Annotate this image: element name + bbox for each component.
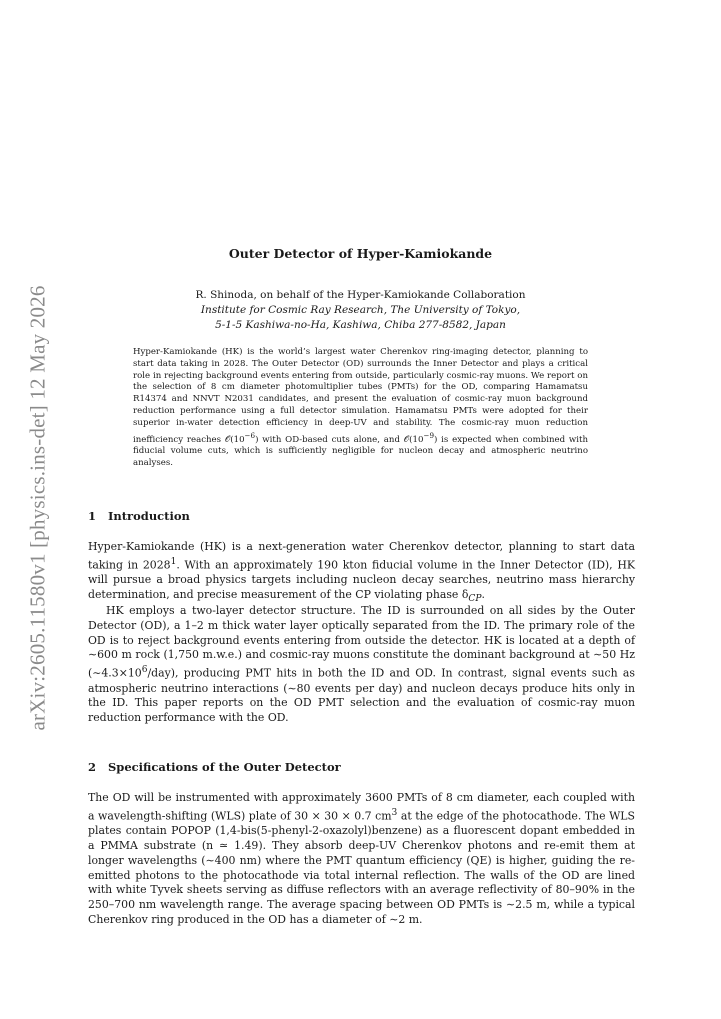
paragraph-text: The OD will be instrumented with approximately 3600 PMTs of 8 cm diameter, each coupled with a wavelength-shifting (WLS) plate of 30 × 30 × 0.7 cm: [88, 791, 635, 823]
superscript: 3: [391, 807, 398, 818]
abstract-superscript-1: −6: [244, 430, 256, 440]
section-title: Introduction: [108, 509, 190, 523]
abstract-text-1: Hyper-Kamiokande (HK) is the world’s largest water Cherenkov ring-imaging detector, planning to start data taking in 2028. The Outer Detector (OD) surrounds the Inner Detector and plays a critical role in rejecting background events entering from outside, particularly cosmic-ray muons. We report on the selection of 8 cm diameter photomultiplier tubes (PMTs) for the OD, comparing Hamamatsu R14374 and NNVT N2031 candidates, and present the evaluation of cosmic-ray muon background reduction performance using a full detector simulation. Hamamatsu PMTs were adopted for their superior in-water detection efficiency in deep-UV and stability. The cosmic-ray muon reduction inefficiency reaches 𝒪(10: [133, 347, 588, 445]
section-heading-specifications: [88, 760, 341, 774]
section-number: 2: [88, 760, 97, 774]
paragraph-text: .: [481, 588, 485, 602]
superscript: 6: [141, 665, 148, 676]
introduction-paragraph-1: [88, 540, 635, 607]
affiliation-line-2: 5-1-5 Kashiwa-no-Ha, Kashiwa, Chiba 277-8582, Japan: [215, 319, 506, 331]
abstract-text-2: ) with OD-based cuts alone, and 𝒪(10: [255, 434, 424, 445]
paragraph-text: Hyper-Kamiokande (HK) is a next-generation water Cherenkov detector, planning to start data taking in 2028: [88, 540, 635, 572]
footnote-reference: 1: [170, 556, 177, 567]
section-title: Specifications of the Outer Detector: [108, 760, 341, 774]
paper-title: Outer Detector of Hyper-Kamiokande: [228, 246, 493, 261]
author-line: R. Shinoda, on behalf of the Hyper-Kamiokande Collaboration: [195, 289, 526, 301]
abstract-superscript-2: −9: [423, 430, 435, 440]
subscript: CP: [468, 594, 482, 605]
paragraph-text: /day), producing PMT hits in both the ID and OD. In contrast, signal events such as atmospheric neutrino interactions (∼80 events per day) and nucleon decays produce hits only in the ID. This paper reports on the OD PMT selection and the evaluation of cosmic-ray muon reduction performance with the OD.: [88, 666, 635, 725]
affiliation-line-1: Institute for Cosmic Ray Research, The University of Tokyo,: [200, 304, 521, 316]
paragraph-text: . With an approximately 190 kton fiducial volume in the Inner Detector (ID), HK will pursue a broad physics targets including nucleon decay searches, neutrino mass hierarchy determination, and precise measurement of the CP violating phase δ: [88, 558, 635, 602]
abstract: [133, 347, 588, 470]
abstract-text-3: ) is expected when combined with fiducial volume cuts, which is sufficiently negligible for nucleon decay and atmospheric neutrino analyses.: [133, 434, 589, 469]
specifications-paragraph-1: [88, 791, 635, 928]
paragraph-text: HK employs a two-layer detector structure. The ID is surrounded on all sides by the Outer Detector (OD), a 1–2 m thick water layer optically separated from the ID. The primary role of the OD is to reject background events entering from outside the detector. HK is located at a depth of ∼600 m rock (1,750 m.w.e.) and cosmic-ray muons constitute the dominant background at ∼50 Hz (∼4.3×10: [88, 604, 635, 680]
introduction-paragraph-2: [88, 604, 635, 726]
paragraph-text: at the edge of the photocathode. The WLS plates contain POPOP (1,4-bis(5-phenyl-2-oxazolyl)benzene) as a fluorescent dopant embedded in a PMMA substrate (n ≃ 1.49). They absorb deep-UV Cherenkov photons and re-emit them at longer wavelengths (∼400 nm) where the PMT quantum efficiency (QE) is higher, guiding the re-emitted photons to the photocathode via total internal reflection. The walls of the OD are lined with white Tyvek sheets serving as diffuse reflectors with an average reflectivity of 80–90% in the 250–700 nm wavelength range. The average spacing between OD PMTs is ∼2.5 m, while a typical Cherenkov ring produced in the OD has a diameter of ∼2 m.: [88, 809, 635, 926]
section-heading-introduction: [88, 509, 190, 523]
section-number: 1: [88, 509, 97, 523]
arxiv-identifier-stamp: arXiv:2605.11580v1 [physics.ins-det] 12 May 2026: [25, 285, 50, 731]
